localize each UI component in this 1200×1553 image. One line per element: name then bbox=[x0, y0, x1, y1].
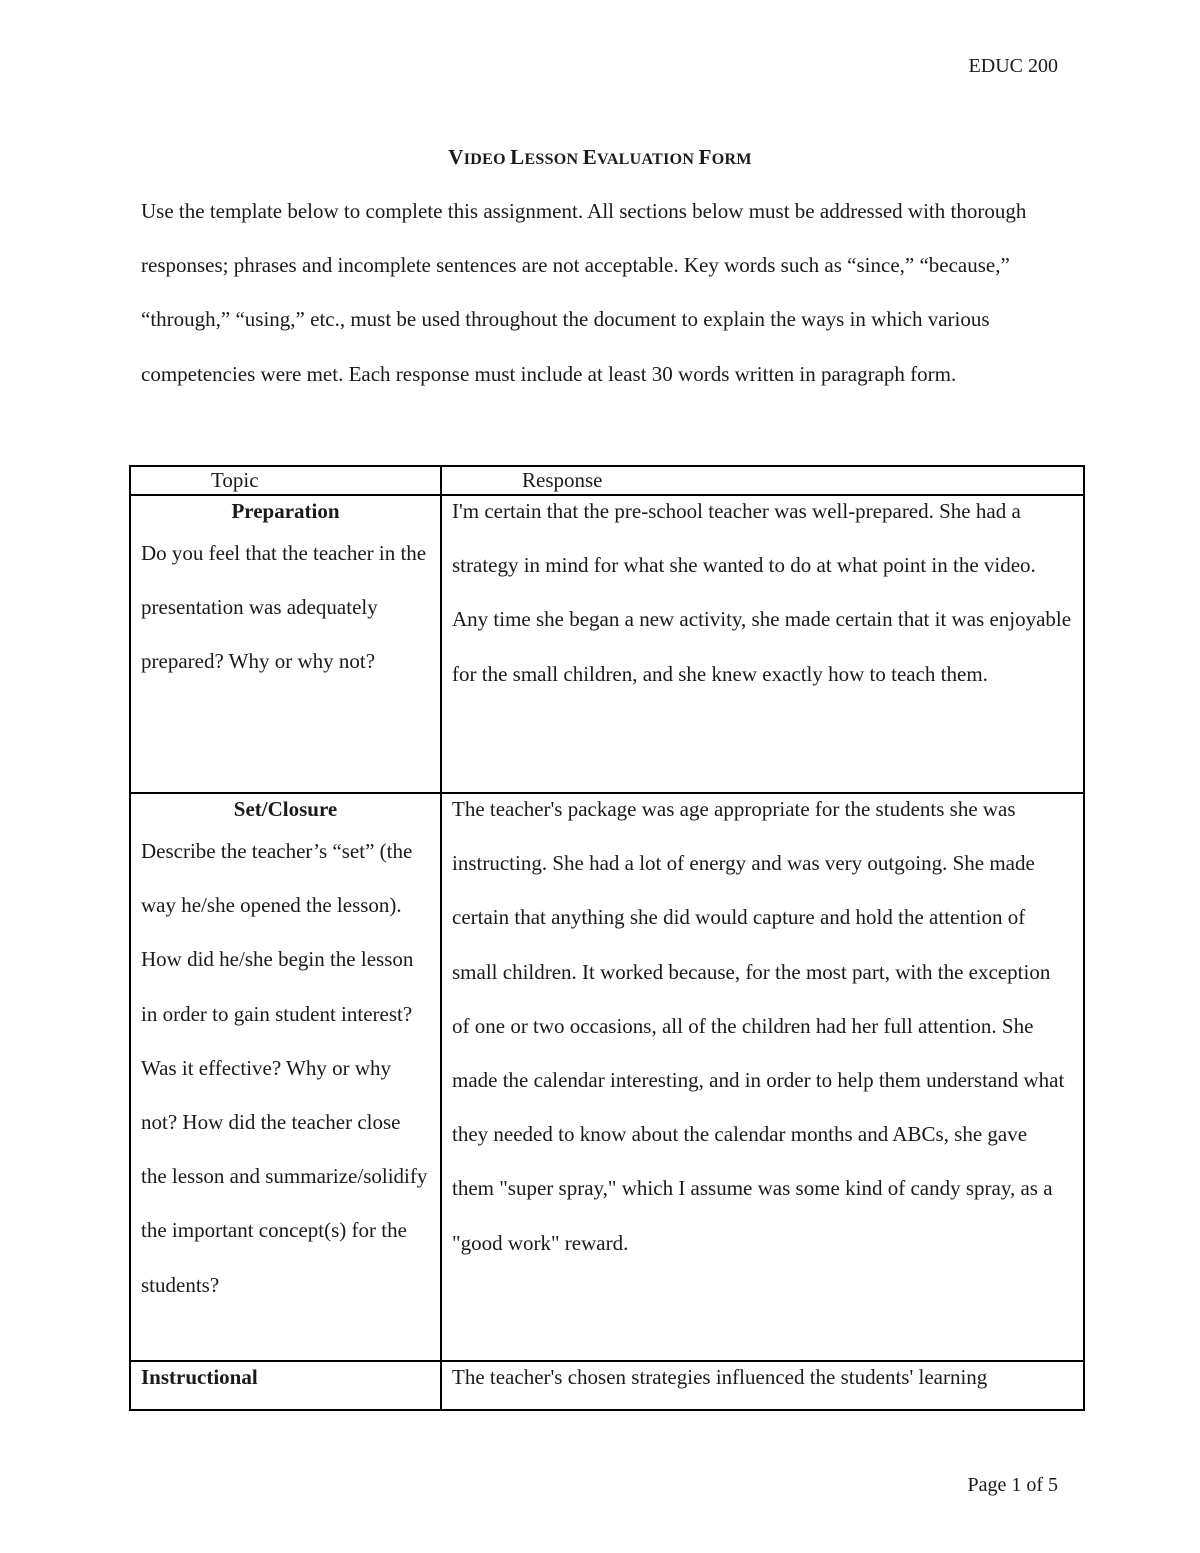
table-row bbox=[130, 1361, 1084, 1410]
intro-paragraph: Use the template below to complete this assignment. All sections below must be addressed with thorough responses; phrases and incomplete sentences are not acceptable. Key words such as “since,” “because,” “through,” “using,” etc., must be used throughout the document to explain the ways in which various competencies were met. Each response must include at least 30 words written in paragraph form. bbox=[141, 199, 1027, 386]
title-part: ORM bbox=[711, 151, 752, 168]
title-part: VALUATION bbox=[597, 151, 699, 168]
title-part: E bbox=[582, 145, 598, 169]
topic-name: Preparation bbox=[231, 499, 340, 523]
response-cell bbox=[441, 1361, 1084, 1410]
topic-cell bbox=[130, 793, 441, 1361]
title-part: F bbox=[698, 145, 712, 169]
response-text: The teacher's chosen strategies influenced the students' learning bbox=[452, 1365, 988, 1389]
topic-name: Instructional bbox=[141, 1365, 258, 1389]
response-cell bbox=[441, 495, 1084, 793]
header-response: Response bbox=[441, 466, 1084, 495]
table-row bbox=[130, 495, 1084, 793]
document-title bbox=[0, 145, 1200, 170]
evaluation-table bbox=[129, 465, 1085, 1411]
response-text: I'm certain that the pre-school teacher was well-prepared. She had a strategy in mind for what she wanted to do at what point in the video. Any time she began a new activity, she made certain that it was enjoyable for the small children, and she knew exactly how to teach them. bbox=[452, 499, 1072, 686]
table-row bbox=[130, 793, 1084, 1361]
title-part: V bbox=[448, 145, 464, 169]
page-number: Page 1 of 5 bbox=[967, 1474, 1058, 1496]
topic-cell bbox=[130, 495, 441, 793]
topic-question: Describe the teacher’s “set” (the way he/she opened the lesson). How did he/she begin the lesson in order to gain student interest? Was it effective? Why or why not? How did the teacher close the lesson and summarize/solidify the important concept(s) for the students? bbox=[141, 839, 428, 1297]
title-part: L bbox=[510, 145, 525, 169]
page-header-course: EDUC 200 bbox=[968, 55, 1058, 77]
topic-cell bbox=[130, 1361, 441, 1410]
response-cell bbox=[441, 793, 1084, 1361]
topic-question: Do you feel that the teacher in the presentation was adequately prepared? Why or why not? bbox=[141, 541, 427, 674]
header-topic: Topic bbox=[130, 466, 441, 495]
topic-name: Set/Closure bbox=[233, 797, 338, 821]
title-part: IDEO bbox=[463, 151, 511, 168]
response-text: The teacher's package was age appropriate for the students she was instructing. She had a lot of energy and was very outgoing. She made certain that anything she did would capture and hold the attention of small children. It worked because, for the most part, with the exception of one or two occasions, all of the children had her full attention. She made the calendar interesting, and in order to help them understand what they needed to know about the calendar months and ABCs, she gave them "super spray," which I assume was some kind of candy spray, as a "good work" reward. bbox=[452, 797, 1065, 1255]
title-part: ESSON bbox=[524, 151, 583, 168]
